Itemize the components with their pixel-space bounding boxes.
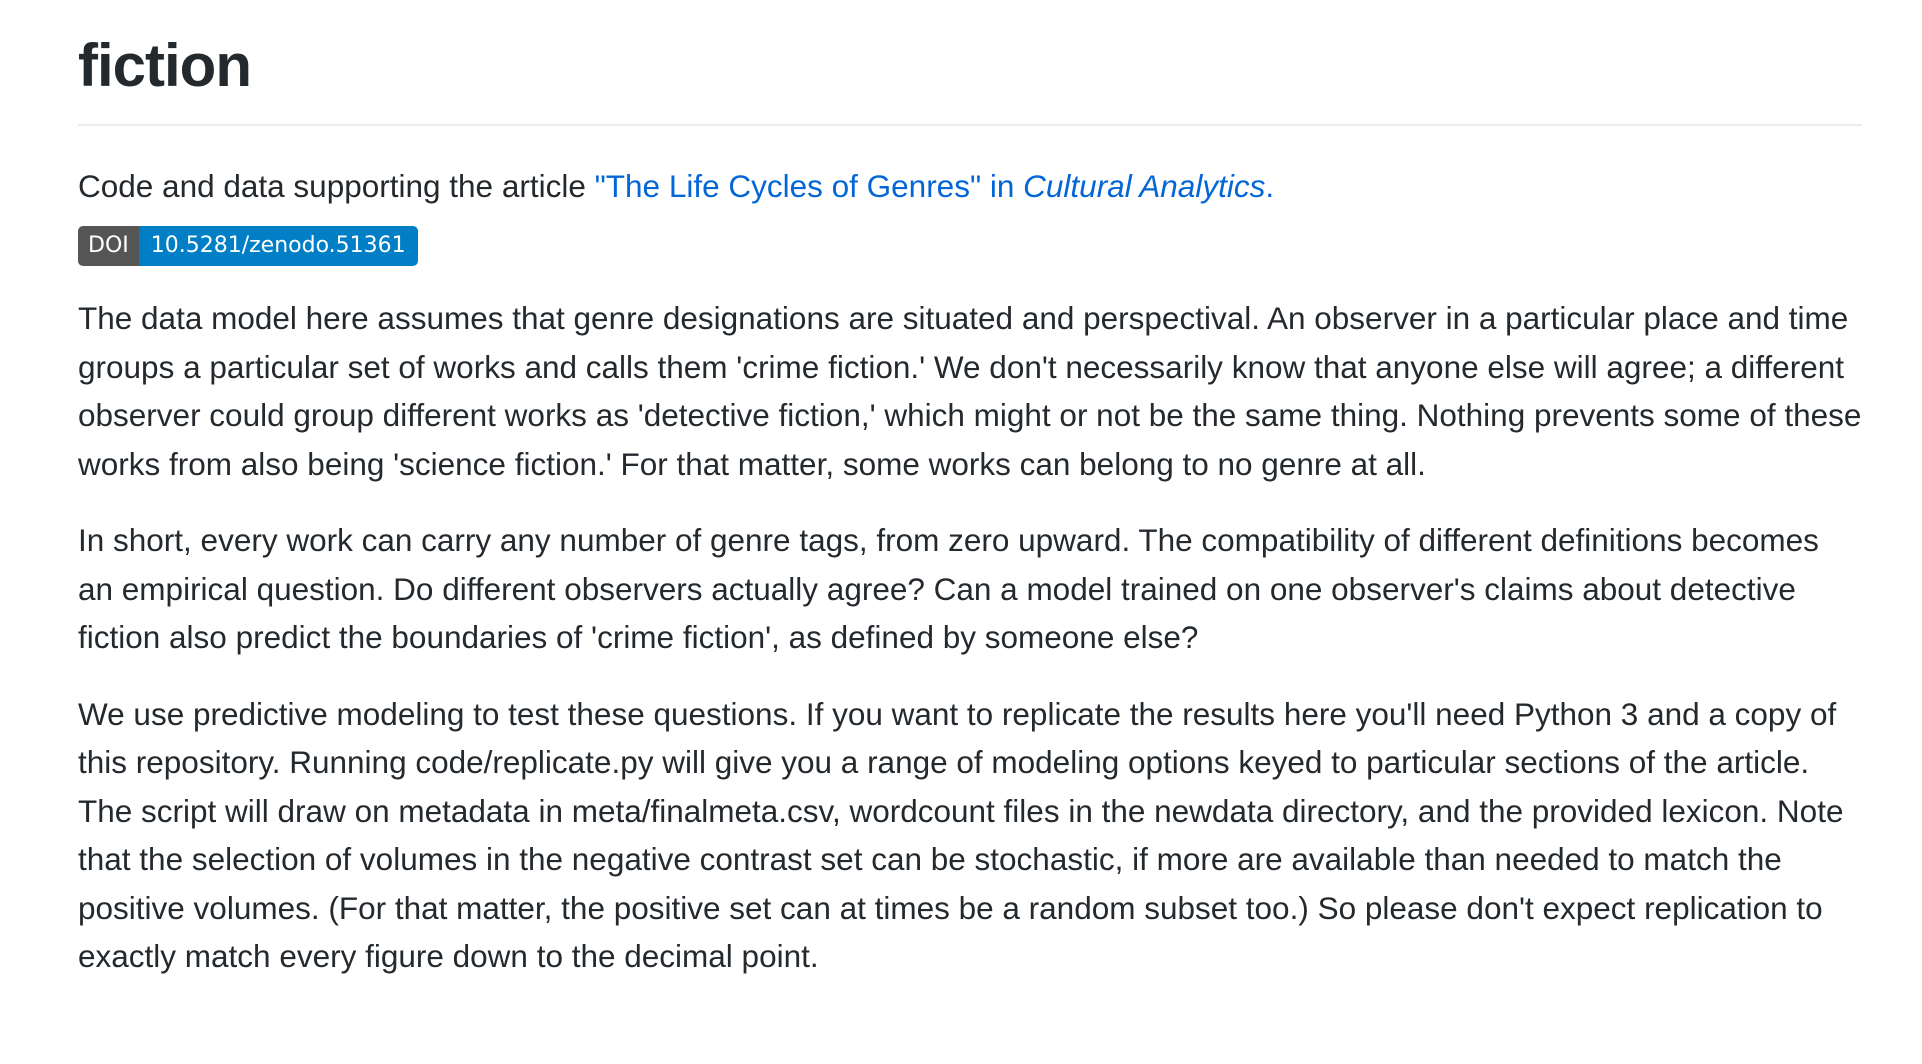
readme-content	[78, 0, 1862, 981]
page-title: fiction	[78, 32, 251, 99]
article-link-text: "The Life Cycles of Genres" in	[594, 168, 1024, 204]
paragraph-replication: We use predictive modeling to test these questions. If you want to replicate the results here you'll need Python 3 and a copy of this repository. Running code/replicate.py will give you a range of modeling options keyed to particular sections of the article. The script will draw on metadata in meta/finalmeta.csv, wordcount files in the newdata directory, and the provided lexicon. Note that the selection of volumes in the negative contrast set can be stochastic, if more are available than needed to match the positive volumes. (For that matter, the positive set can at times be a random subset too.) So please don't expect replication to exactly match every figure down to the decimal point.	[78, 695, 1844, 974]
journal-name: Cultural Analytics	[1023, 168, 1266, 204]
article-link[interactable]	[595, 168, 1274, 204]
intro-paragraph	[78, 162, 1862, 210]
doi-badge[interactable]	[78, 226, 418, 266]
paragraph-genre-tags: In short, every work can carry any number of genre tags, from zero upward. The compatibility of different definitions becomes an empirical question. Do different observers actually agree? Can a model trained on one observer's claims about detective fiction also predict the boundaries of 'crime fiction', as defined by someone else?	[78, 522, 1819, 655]
doi-badge-label: DOI	[78, 226, 139, 266]
intro-text: Code and data supporting the article	[78, 168, 595, 204]
doi-badge-value: 10.5281/zenodo.51361	[139, 226, 418, 266]
paragraph-data-model: The data model here assumes that genre designations are situated and perspectival. An observer in a particular place and time groups a particular set of works and calls them 'crime fiction.' We don't necessarily know that anyone else will agree; a different observer could group different works as 'detective fiction,' which might or not be the same thing. Nothing prevents some of these works from also being 'science fiction.' For that matter, some works can belong to no genre at all.	[78, 300, 1862, 482]
title-divider	[78, 124, 1862, 126]
article-link-suffix: .	[1265, 168, 1275, 204]
